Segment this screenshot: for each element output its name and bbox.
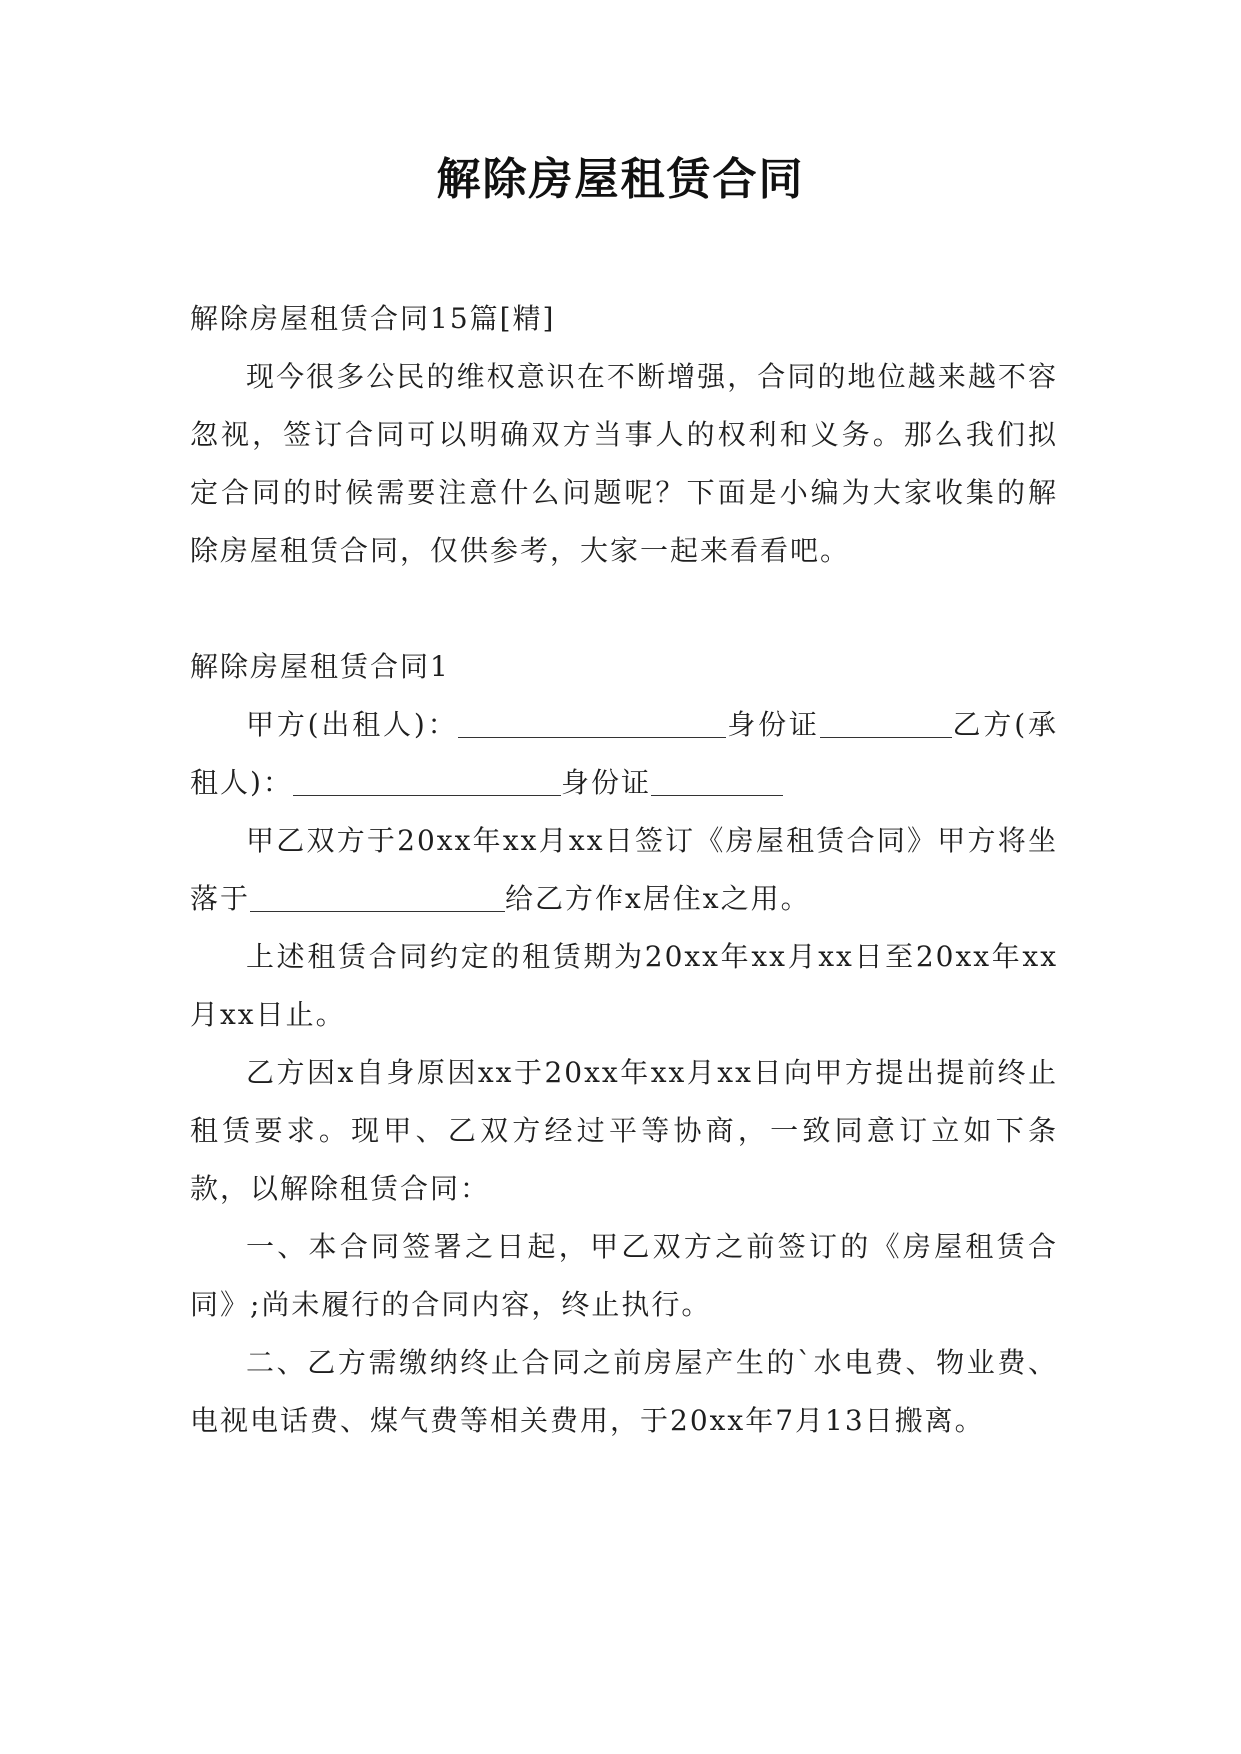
clause-2-paragraph: 二、乙方需缴纳终止合同之前房屋产生的`水电费、物业费、电视电话费、煤气费等相关费用，于20xx年7月13日搬离。: [190, 1346, 1058, 1437]
intro-paragraph: 现今很多公民的维权意识在不断增强，合同的地位越来越不容忽视，签订合同可以明确双方当事人的权利和义务。那么我们拟定合同的时候需要注意什么问题呢？下面是小编为大家收集的解除房屋租赁合同，仅供参考，大家一起来看看吧。: [190, 360, 1058, 567]
lessor-id-blank: [820, 707, 952, 738]
section-heading: 解除房屋租赁合同1: [190, 650, 450, 683]
lessor-label: 甲方(出租人)：: [246, 708, 459, 741]
signing-text-part2: 给乙方作x居住x之用。: [505, 882, 811, 915]
signing-text-part1: 甲乙双方于20xx年xx月xx日签订《房屋租赁合同》甲方将坐落于: [190, 824, 1058, 915]
lessee-label-a: 乙方: [951, 708, 1015, 741]
lessor-name-blank: [458, 707, 726, 738]
id-label: 身份证: [560, 766, 651, 799]
lessee-name-blank: [293, 765, 561, 796]
term-paragraph: 上述租赁合同约定的租赁期为20xx年xx月xx日至20xx年xx月xx日止。: [190, 940, 1058, 1031]
document-body: [190, 290, 1058, 1450]
property-address-blank: [250, 881, 505, 912]
document-subtitle: 解除房屋租赁合同15篇[精]: [190, 302, 556, 335]
document-title: 解除房屋租赁合同: [436, 154, 805, 205]
lessee-label-b: (承租人)：: [190, 708, 1058, 799]
id-label: 身份证: [726, 708, 820, 741]
request-paragraph: 乙方因x自身原因xx于20xx年xx月xx日向甲方提出提前终止租赁要求。现甲、乙双方经过平等协商，一致同意订立如下条款，以解除租赁合同：: [190, 1056, 1058, 1205]
lessee-id-blank: [651, 765, 783, 796]
signing-paragraph: [190, 812, 1058, 928]
parties-paragraph: [190, 696, 1058, 812]
clause-1-paragraph: 一、本合同签署之日起，甲乙双方之前签订的《房屋租赁合同》;尚未履行的合同内容，终止执行。: [190, 1230, 1058, 1321]
